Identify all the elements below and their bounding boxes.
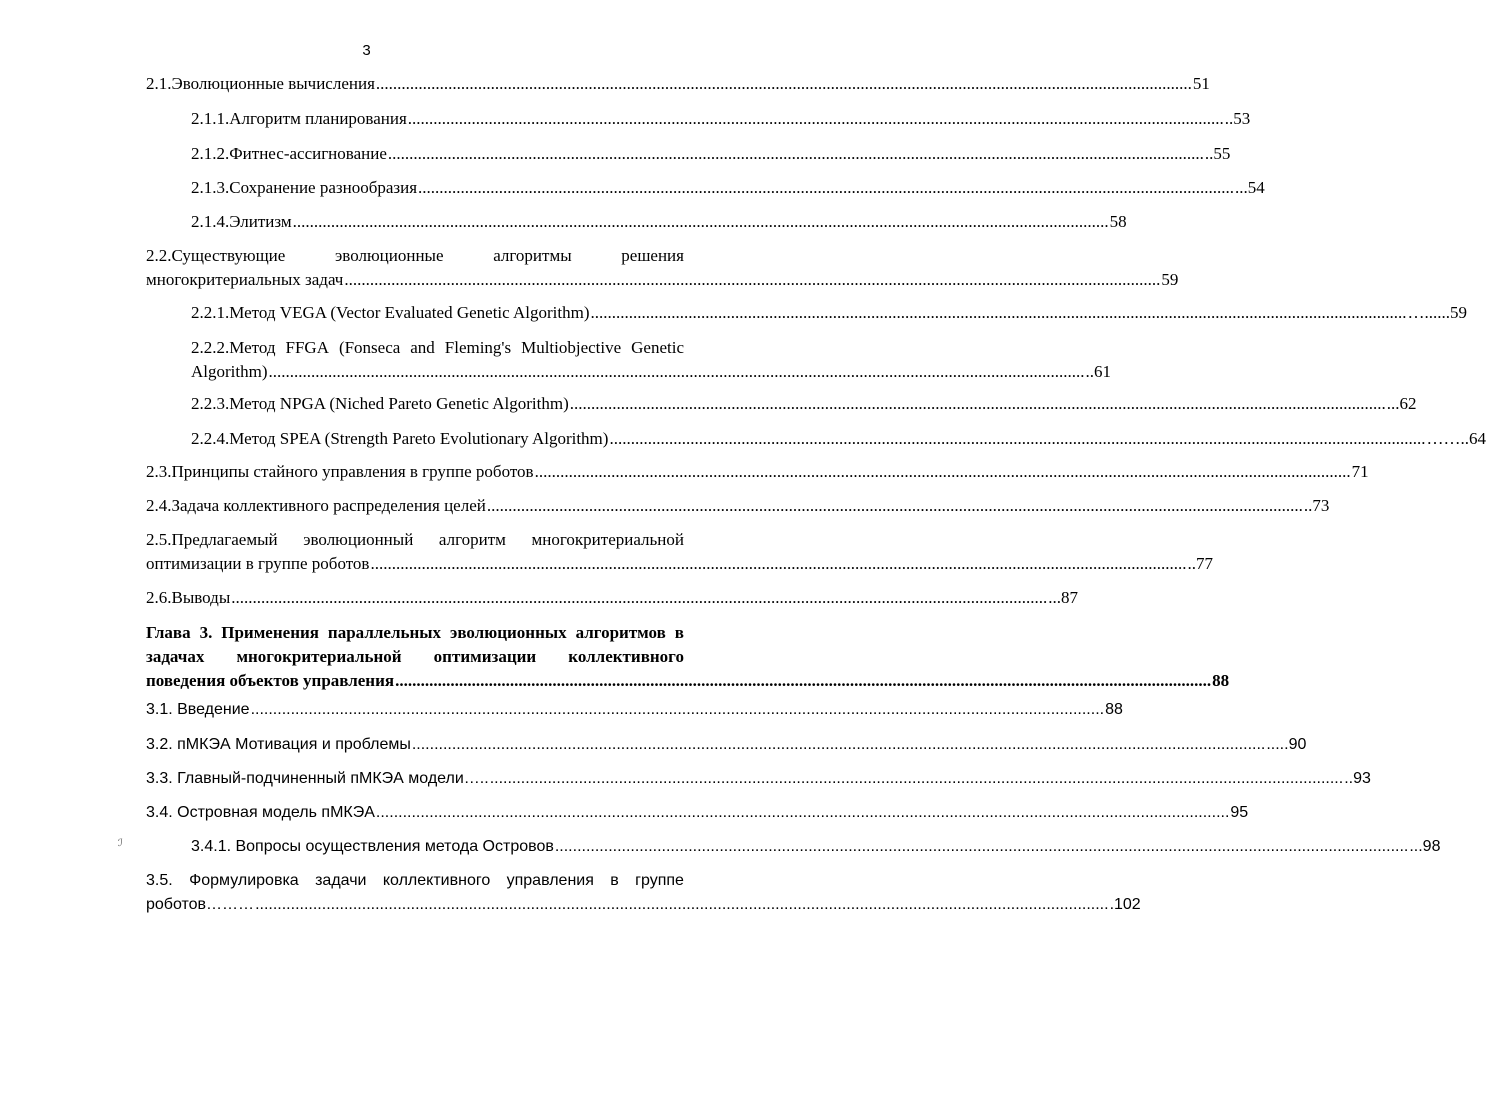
toc-entry-3-4-1[interactable] [191,835,1441,859]
word: в [610,872,619,889]
toc-entry-label: 2.2.1.Метод VEGA (Vector Evaluated Genetic Algorithm) [191,303,590,322]
word: Fleming's [444,338,512,357]
leader-dots: ................................................................................................................................................................................................ [569,394,1386,413]
leader-dots: ................................................................................................................................................................................................ [609,429,1426,448]
justified-line [146,528,684,552]
word: and [410,338,435,357]
justified-line [146,244,684,268]
leader-dots: ................................................................................................................................................................................................ [489,770,1344,787]
word: 2.5.Предлагаемый [146,530,278,549]
toc-entry-page: ...87 [1048,588,1079,607]
toc-entry-label: Algorithm) [191,362,268,381]
toc-entry-2-1-4[interactable] [191,210,1127,234]
toc-entry-2-2-3[interactable] [191,392,1417,416]
toc-entry-label: оптимизации в группе роботов [146,554,370,573]
toc-entry-2-1-1[interactable] [191,107,1251,131]
toc-entry-label: многокритериальных задач [146,270,344,289]
toc-entry-page: ..55 [1204,144,1231,163]
word: (Fonseca [338,338,401,357]
word: FFGA [285,338,329,357]
toc-entry-label: 2.1.2.Фитнес-ассигнование [191,144,387,163]
toc-entry-page: 51 [1192,74,1210,93]
last-line [146,268,1179,292]
toc-entry-3-1[interactable] [146,698,1123,722]
leader-dots: ................................................................................................................................................................................................ [395,671,1212,690]
word: Глава [146,623,191,642]
leader-dots: ................................................................................................................................................................................................ [255,896,1109,913]
toc-entry-3-3[interactable] [146,767,1371,791]
toc-entry-label: 2.1.Эволюционные вычисления [146,74,375,93]
toc-entry-page: ..61 [1085,362,1111,381]
toc-entry-2-5[interactable] [146,528,1213,576]
toc-entry-label: 2.1.1.Алгоритм планирования [191,109,407,128]
toc-entry-label: 2.6.Выводы [146,588,231,607]
last-line [146,669,1230,693]
toc-entry-page: 71 [1351,462,1369,481]
toc-entry-page: ...62 [1386,394,1417,413]
toc-entry-page: ..73 [1303,496,1330,515]
toc-entry-page: 59 [1161,270,1179,289]
leader-dots: ................................................................................................................................................................................................ [590,303,1407,322]
word: 3.5. [146,872,173,889]
word: многокритериальной [531,530,684,549]
leader-dots: ................................................................................................................................................................................................ [486,496,1303,515]
toc-entry-label: 3.4.1. Вопросы осуществления метода Островов [191,838,554,855]
toc-entry-label: 2.3.Принципы стайного управления в группе роботов [146,462,534,481]
toc-entry-page: ..77 [1187,554,1213,573]
toc-entry-page: ...54 [1235,178,1265,197]
toc-entry-2-2[interactable] [146,244,1179,292]
leader-dots: ................................................................................................................................................................................................ [418,178,1235,197]
leader-dots: ................................................................................................................................................................................................ [375,74,1192,93]
toc-entry-2-1-3[interactable] [191,176,1265,200]
word: параллельных [327,623,442,642]
justified-line [146,621,684,645]
toc-entry-page: ...98 [1409,838,1441,855]
leader-dots: ................................................................................................................................................................................................ [292,212,1109,231]
toc-entry-page: 88 [1105,701,1123,718]
justified-line [146,645,684,669]
word: Multiobjective [521,338,622,357]
toc-entry-page: 88 [1212,671,1230,690]
toc-entry-page: ……..64 [1426,429,1486,448]
leader-dots: ................................................................................................................................................................................................ [370,554,1187,573]
justified-line [146,869,684,893]
word: коллективного [382,872,491,889]
toc-entry-label: 3.4. Островная модель пМКЭА [146,804,375,821]
toc-entry-page: 58 [1109,212,1127,231]
word: оптимизации [433,647,537,666]
toc-entry-2-2-1[interactable] [191,301,1467,325]
word: многокритериальной [236,647,402,666]
word: алгоритмов [575,623,666,642]
leader-dots: ................................................................................................................................................................................................ [375,804,1230,821]
leader-dots: ................................................................................................................................................................................................ [250,701,1105,718]
word: 2.2.2.Метод [191,338,276,357]
leader-dots: ................................................................................................................................................................................................ [411,736,1266,753]
word: задачах [146,647,205,666]
word: коллективного [568,647,684,666]
toc-entry-2-3[interactable] [146,460,1369,484]
toc-entry-label: 2.2.3.Метод NPGA (Niched Pareto Genetic Algorithm) [191,394,569,413]
toc-entry-2-2-4[interactable] [191,427,1486,451]
leader-dots: ................................................................................................................................................................................................ [387,144,1204,163]
word: эволюционный [303,530,414,549]
toc-entry-label: 3.2. пМКЭА Мотивация и проблемы [146,736,411,753]
toc-entry-page: …......59 [1407,303,1467,322]
word: управления [506,872,594,889]
toc-entry-page: ..93 [1344,770,1371,787]
word: алгоритмы [493,246,572,265]
last-line [146,552,1213,576]
word: Применения [221,623,319,642]
last-line [146,893,1141,917]
leader-dots: ................................................................................................................................................................................................ [231,588,1048,607]
toc-entry-page: ..53 [1224,109,1251,128]
leader-dots: ................................................................................................................................................................................................ [407,109,1224,128]
word: решения [621,246,684,265]
page-number: 3 [362,42,371,59]
leader-dots: ................................................................................................................................................................................................ [534,462,1351,481]
word: эволюционные [335,246,444,265]
toc-entry-page: 95 [1230,804,1249,821]
toc-entry-2-4[interactable] [146,494,1330,518]
toc-entry-label: 3.1. Введение [146,701,250,718]
toc-entry-label: 2.2.4.Метод SPEA (Strength Pareto Evolutionary Algorithm) [191,429,609,448]
toc-entry-3-5[interactable] [146,869,1141,917]
toc-entry-3-2[interactable] [146,733,1307,757]
toc-chapter-3[interactable] [146,621,1230,693]
toc-entry-3-4[interactable] [146,801,1249,825]
toc-entry-2-6[interactable] [146,586,1079,610]
word: 3. [199,623,213,642]
stray-scan-mark: ℐ [118,838,123,849]
leader-dots: ................................................................................................................................................................................................ [554,838,1409,855]
toc-entry-label: 3.3. Главный-подчиненный пМКЭА модели….. [146,770,489,787]
word: в [674,623,684,642]
word: Genetic [631,338,684,357]
word: эволюционных [449,623,567,642]
toc-entry-2-2-2[interactable] [191,336,1111,384]
toc-entry-label: 2.1.3.Сохранение разнообразия [191,178,418,197]
toc-entry-label: 2.1.4.Элитизм [191,212,292,231]
toc-entry-label: поведения объектов управления [146,671,395,690]
word: алгоритм [438,530,506,549]
toc-entry-label: роботов……… [146,896,255,913]
word: Формулировка [189,872,299,889]
toc-entry-page: .....90 [1266,736,1307,753]
last-line [191,360,1111,384]
toc-entry-page: .102 [1109,896,1141,913]
word: 2.2.Существующие [146,246,286,265]
toc-entry-label: 2.4.Задача коллективного распределения целей [146,496,486,515]
word: группе [635,872,684,889]
toc-entry-2-1-2[interactable] [191,142,1231,166]
justified-line [191,336,684,360]
leader-dots: ................................................................................................................................................................................................ [268,362,1085,381]
word: задачи [315,872,367,889]
leader-dots: ................................................................................................................................................................................................ [344,270,1161,289]
toc-entry-2-1[interactable] [146,72,1210,96]
